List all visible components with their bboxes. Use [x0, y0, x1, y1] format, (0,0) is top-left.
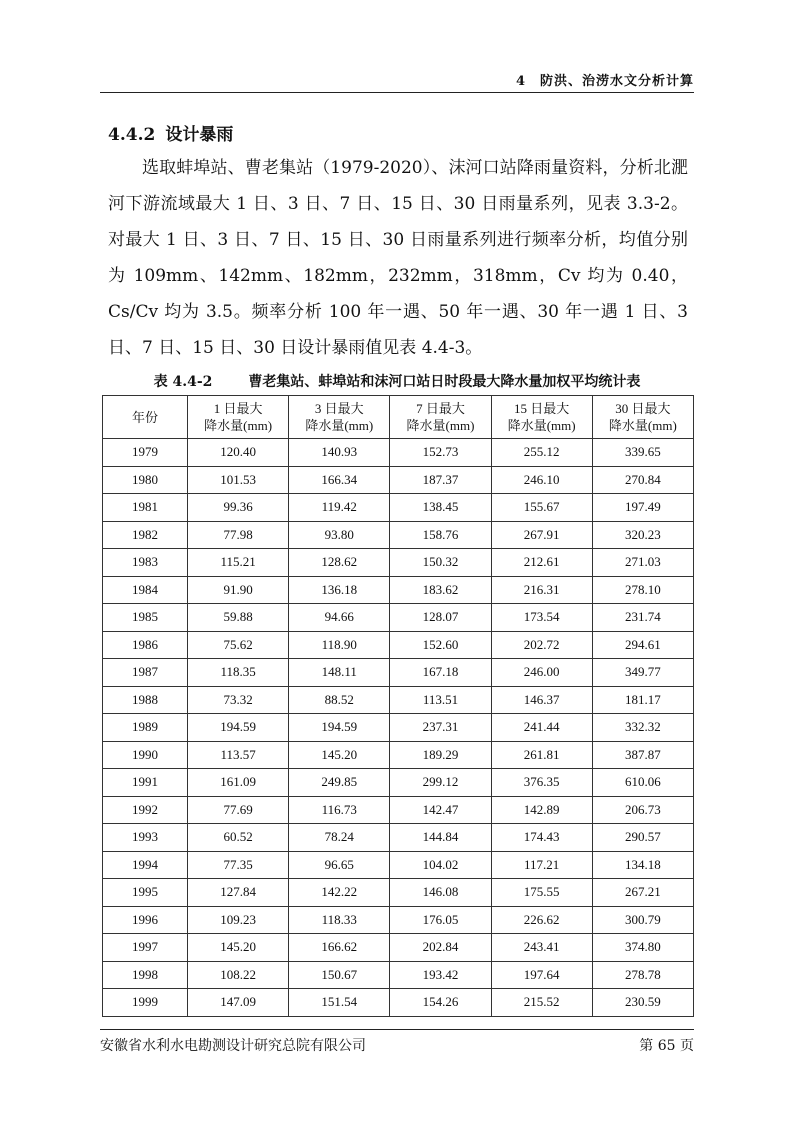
header-cell	[390, 396, 491, 439]
value-cell: 187.37	[390, 466, 491, 494]
value-cell: 118.33	[289, 906, 390, 934]
header-rule	[100, 92, 694, 93]
footer-rule	[100, 1029, 694, 1030]
value-cell: 75.62	[188, 631, 289, 659]
year-cell: 1986	[103, 631, 188, 659]
year-cell: 1980	[103, 466, 188, 494]
year-cell: 1983	[103, 549, 188, 577]
value-cell: 246.10	[491, 466, 592, 494]
page-number: 第 65 页	[639, 1038, 694, 1054]
value-cell: 93.80	[289, 521, 390, 549]
value-cell: 249.85	[289, 769, 390, 797]
value-cell: 144.84	[390, 824, 491, 852]
value-cell: 77.69	[188, 796, 289, 824]
table-row	[103, 659, 694, 687]
footer-organization: 安徽省水利水电勘测设计研究总院有限公司	[100, 1038, 366, 1054]
table-row	[103, 906, 694, 934]
value-cell: 175.55	[491, 879, 592, 907]
value-cell: 158.76	[390, 521, 491, 549]
value-cell: 332.32	[592, 714, 693, 742]
table-row	[103, 494, 694, 522]
value-cell: 152.73	[390, 439, 491, 467]
header-line-2: 降水量(mm)	[305, 418, 374, 433]
value-cell: 115.21	[188, 549, 289, 577]
value-cell: 230.59	[592, 989, 693, 1017]
value-cell: 128.07	[390, 604, 491, 632]
table-row	[103, 989, 694, 1017]
value-cell: 376.35	[491, 769, 592, 797]
value-cell: 294.61	[592, 631, 693, 659]
value-cell: 155.67	[491, 494, 592, 522]
section-heading	[108, 120, 243, 145]
year-cell: 1984	[103, 576, 188, 604]
value-cell: 255.12	[491, 439, 592, 467]
value-cell: 78.24	[289, 824, 390, 852]
value-cell: 174.43	[491, 824, 592, 852]
table-caption	[100, 371, 694, 391]
value-cell: 77.35	[188, 851, 289, 879]
value-cell: 145.20	[188, 934, 289, 962]
year-cell: 1985	[103, 604, 188, 632]
value-cell: 320.23	[592, 521, 693, 549]
body-paragraph: 选取蚌埠站、曹老集站（1979-2020）、沫河口站降雨量资料，分析北淝河下游流域最大 1 日、3 日、7 日、15 日、30 日雨量系列，见表 3.3-2。对最大 1 日、3 日、7 日、15 日、30 日雨量系列进行频率分析，均值分别为 109mm、142mm、182mm，232mm，318mm，Cv 均为 0.40，Cs/Cv 均为 3.5。频率分析 100 年一遇、50 年一遇、30 年一遇 1 日、3 日、7 日、15 日、30 日设计暴雨值见表 4.4-3。	[108, 158, 688, 358]
value-cell: 118.90	[289, 631, 390, 659]
value-cell: 134.18	[592, 851, 693, 879]
value-cell: 194.59	[289, 714, 390, 742]
value-cell: 146.37	[491, 686, 592, 714]
value-cell: 173.54	[491, 604, 592, 632]
table-row	[103, 851, 694, 879]
table-row	[103, 521, 694, 549]
table-row	[103, 686, 694, 714]
value-cell: 202.84	[390, 934, 491, 962]
value-cell: 140.93	[289, 439, 390, 467]
header-line-2: 降水量(mm)	[204, 418, 273, 433]
table-row	[103, 769, 694, 797]
value-cell: 387.87	[592, 741, 693, 769]
header-line-1: 30 日最大	[615, 401, 671, 416]
value-cell: 299.12	[390, 769, 491, 797]
value-cell: 73.32	[188, 686, 289, 714]
value-cell: 300.79	[592, 906, 693, 934]
value-cell: 120.40	[188, 439, 289, 467]
value-cell: 610.06	[592, 769, 693, 797]
header-cell	[103, 396, 188, 439]
table-row	[103, 466, 694, 494]
value-cell: 246.00	[491, 659, 592, 687]
value-cell: 117.21	[491, 851, 592, 879]
header-cell	[592, 396, 693, 439]
header-line-1: 3 日最大	[314, 401, 364, 416]
table-row	[103, 796, 694, 824]
value-cell: 267.21	[592, 879, 693, 907]
year-cell: 1994	[103, 851, 188, 879]
year-cell: 1996	[103, 906, 188, 934]
value-cell: 243.41	[491, 934, 592, 962]
running-head: 4 防洪、治涝水文分析计算	[515, 74, 694, 89]
value-cell: 142.22	[289, 879, 390, 907]
header-line-1: 7 日最大	[416, 401, 465, 416]
value-cell: 151.54	[289, 989, 390, 1017]
table-row	[103, 879, 694, 907]
table-row	[103, 604, 694, 632]
value-cell: 59.88	[188, 604, 289, 632]
value-cell: 99.36	[188, 494, 289, 522]
value-cell: 226.62	[491, 906, 592, 934]
table-row	[103, 549, 694, 577]
value-cell: 150.67	[289, 961, 390, 989]
year-cell: 1989	[103, 714, 188, 742]
value-cell: 181.17	[592, 686, 693, 714]
value-cell: 267.91	[491, 521, 592, 549]
value-cell: 261.81	[491, 741, 592, 769]
value-cell: 194.59	[188, 714, 289, 742]
value-cell: 270.84	[592, 466, 693, 494]
table-row	[103, 439, 694, 467]
year-cell: 1987	[103, 659, 188, 687]
value-cell: 127.84	[188, 879, 289, 907]
value-cell: 150.32	[390, 549, 491, 577]
value-cell: 183.62	[390, 576, 491, 604]
value-cell: 91.90	[188, 576, 289, 604]
header-line-2: 降水量(mm)	[608, 418, 677, 433]
year-cell: 1988	[103, 686, 188, 714]
header-cell	[491, 396, 592, 439]
value-cell: 216.31	[491, 576, 592, 604]
value-cell: 77.98	[188, 521, 289, 549]
section-title: 设计暴雨	[165, 125, 234, 145]
table-row	[103, 961, 694, 989]
year-cell: 1992	[103, 796, 188, 824]
value-cell: 271.03	[592, 549, 693, 577]
year-cell: 1990	[103, 741, 188, 769]
header-line-2: 降水量(mm)	[406, 418, 475, 433]
value-cell: 104.02	[390, 851, 491, 879]
value-cell: 237.31	[390, 714, 491, 742]
value-cell: 290.57	[592, 824, 693, 852]
year-cell: 1979	[103, 439, 188, 467]
value-cell: 197.64	[491, 961, 592, 989]
value-cell: 241.44	[491, 714, 592, 742]
year-cell: 1993	[103, 824, 188, 852]
value-cell: 278.78	[592, 961, 693, 989]
table-title: 曹老集站、蚌埠站和沫河口站日时段最大降水量加权平均统计表	[248, 374, 641, 390]
rainfall-table	[102, 395, 694, 1017]
value-cell: 212.61	[491, 549, 592, 577]
table-row	[103, 741, 694, 769]
value-cell: 231.74	[592, 604, 693, 632]
year-cell: 1982	[103, 521, 188, 549]
value-cell: 116.73	[289, 796, 390, 824]
table-number: 表 4.4-2	[153, 374, 213, 390]
value-cell: 101.53	[188, 466, 289, 494]
value-cell: 145.20	[289, 741, 390, 769]
value-cell: 60.52	[188, 824, 289, 852]
value-cell: 147.09	[188, 989, 289, 1017]
value-cell: 193.42	[390, 961, 491, 989]
year-cell: 1981	[103, 494, 188, 522]
value-cell: 166.34	[289, 466, 390, 494]
value-cell: 88.52	[289, 686, 390, 714]
value-cell: 142.89	[491, 796, 592, 824]
header-cell	[289, 396, 390, 439]
table-body	[103, 439, 694, 1017]
table-header-row	[103, 396, 694, 439]
value-cell: 94.66	[289, 604, 390, 632]
value-cell: 142.47	[390, 796, 491, 824]
year-cell: 1991	[103, 769, 188, 797]
header-line-1: 1 日最大	[213, 401, 263, 416]
value-cell: 118.35	[188, 659, 289, 687]
table-row	[103, 576, 694, 604]
value-cell: 339.65	[592, 439, 693, 467]
value-cell: 148.11	[289, 659, 390, 687]
value-cell: 202.72	[491, 631, 592, 659]
value-cell: 113.57	[188, 741, 289, 769]
value-cell: 374.80	[592, 934, 693, 962]
value-cell: 146.08	[390, 879, 491, 907]
table-row	[103, 824, 694, 852]
value-cell: 119.42	[289, 494, 390, 522]
header-line-1: 年份	[131, 409, 158, 425]
value-cell: 161.09	[188, 769, 289, 797]
table-row	[103, 631, 694, 659]
year-cell: 1999	[103, 989, 188, 1017]
value-cell: 113.51	[390, 686, 491, 714]
header-line-2: 降水量(mm)	[507, 418, 576, 433]
year-cell: 1995	[103, 879, 188, 907]
value-cell: 96.65	[289, 851, 390, 879]
year-cell: 1998	[103, 961, 188, 989]
value-cell: 278.10	[592, 576, 693, 604]
value-cell: 138.45	[390, 494, 491, 522]
value-cell: 215.52	[491, 989, 592, 1017]
year-cell: 1997	[103, 934, 188, 962]
value-cell: 189.29	[390, 741, 491, 769]
section-number: 4.4.2	[108, 125, 156, 145]
value-cell: 108.22	[188, 961, 289, 989]
header-cell	[188, 396, 289, 439]
value-cell: 152.60	[390, 631, 491, 659]
value-cell: 136.18	[289, 576, 390, 604]
header-line-1: 15 日最大	[514, 401, 570, 416]
value-cell: 197.49	[592, 494, 693, 522]
value-cell: 154.26	[390, 989, 491, 1017]
table-row	[103, 934, 694, 962]
table-row	[103, 714, 694, 742]
value-cell: 206.73	[592, 796, 693, 824]
value-cell: 109.23	[188, 906, 289, 934]
value-cell: 176.05	[390, 906, 491, 934]
value-cell: 166.62	[289, 934, 390, 962]
value-cell: 167.18	[390, 659, 491, 687]
value-cell: 349.77	[592, 659, 693, 687]
value-cell: 128.62	[289, 549, 390, 577]
